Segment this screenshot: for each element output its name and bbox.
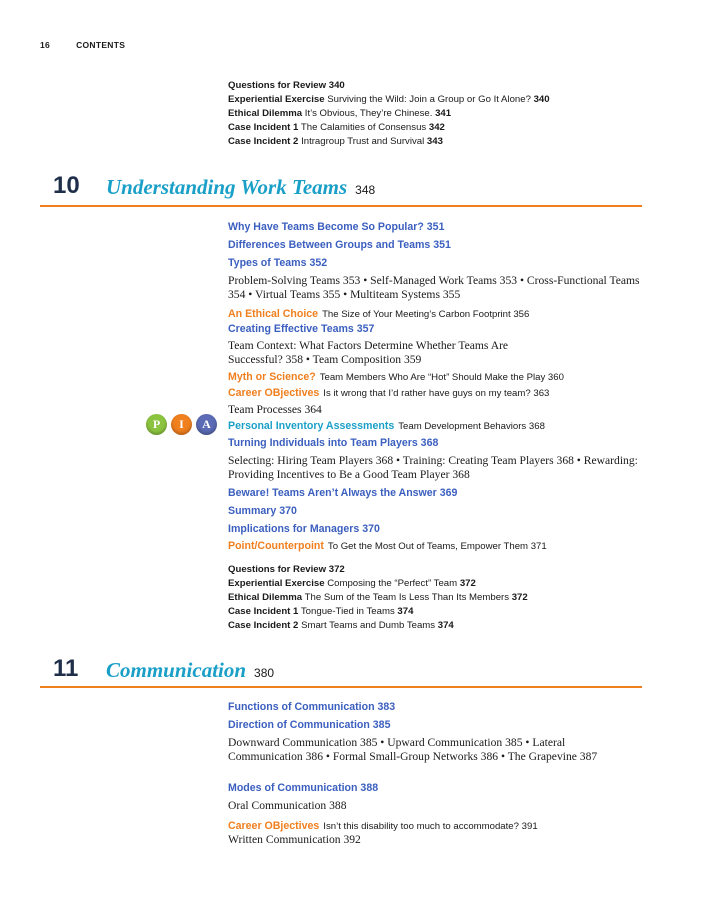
- end-matter-item[interactable]: Questions for Review 372: [228, 564, 345, 575]
- chapter-10-number: 10: [53, 172, 80, 199]
- end-matter-chapter-10: [228, 563, 648, 633]
- toc-subentry-oral: Oral Communication 388: [228, 799, 347, 812]
- end-matter-item[interactable]: Case Incident 2 Intragroup Trust and Survival 343: [228, 136, 443, 147]
- end-matter-item[interactable]: Experiential Exercise Composing the “Perfect” Team 372: [228, 578, 476, 589]
- toc-entry-types-of-teams[interactable]: Types of Teams 352: [228, 257, 328, 269]
- chapter-10-rule: [40, 205, 642, 207]
- toc-entry-differences[interactable]: Differences Between Groups and Teams 351: [228, 239, 451, 251]
- page-number: 16: [40, 40, 51, 50]
- toc-entry-functions[interactable]: Functions of Communication 383: [228, 701, 396, 713]
- pia-badge: [146, 414, 218, 436]
- chapter-11-title: Communication: [106, 658, 247, 682]
- feature-career-objectives[interactable]: Career OBjectives Is it wrong that I’d rather have guys on my team? 363: [228, 387, 550, 399]
- chapter-11-rule: [40, 686, 642, 688]
- end-matter-item[interactable]: Ethical Dilemma The Sum of the Team Is Less Than Its Members 372: [228, 592, 528, 603]
- chapter-11-heading[interactable]: [106, 658, 274, 683]
- pia-p-icon: P: [146, 414, 167, 435]
- chapter-11-number: 11: [53, 655, 79, 682]
- end-matter-item[interactable]: Experiential Exercise Surviving the Wild: Join a Group or Go It Alone? 340: [228, 94, 550, 105]
- feature-point-counterpoint[interactable]: Point/Counterpoint To Get the Most Out of Teams, Empower Them 371: [228, 540, 547, 552]
- end-matter-item[interactable]: Case Incident 1 The Calamities of Consensus 342: [228, 122, 445, 133]
- chapter-10-title: Understanding Work Teams: [106, 175, 348, 199]
- feature-myth-or-science[interactable]: Myth or Science? Team Members Who Are “Hot” Should Make the Play 360: [228, 371, 564, 383]
- end-matter-item[interactable]: Ethical Dilemma It’s Obvious, They’re Chinese. 341: [228, 108, 452, 119]
- toc-subentries-creating: Team Context: What Factors Determine Whether Teams Are Successful? 358 • Team Composition 359: [228, 339, 509, 366]
- chapter-11-page: 380: [254, 666, 275, 680]
- chapter-10-page: 348: [355, 183, 376, 197]
- pia-a-icon: A: [196, 414, 217, 435]
- toc-subentries-types: Problem-Solving Teams 353 • Self-Managed Work Teams 353 • Cross-Functional Teams 354 • Virtual Teams 355 • Multiteam Systems 355: [228, 274, 640, 301]
- running-head: [40, 40, 125, 50]
- running-head-title: CONTENTS: [76, 40, 126, 50]
- toc-subentries-direction: Downward Communication 385 • Upward Communication 385 • Lateral Communication 386 • Formal Small-Group Networks 386 • The Grapevine 387: [228, 736, 598, 763]
- toc-entry-why-teams[interactable]: Why Have Teams Become So Popular? 351: [228, 221, 445, 233]
- feature-personal-inventory[interactable]: Personal Inventory Assessments Team Development Behaviors 368: [228, 420, 545, 432]
- end-matter-chapter-9: [228, 79, 648, 149]
- end-matter-item[interactable]: Questions for Review 340: [228, 80, 345, 91]
- end-matter-item[interactable]: Case Incident 1 Tongue-Tied in Teams 374: [228, 606, 414, 617]
- toc-subentry-team-processes: Team Processes 364: [228, 403, 322, 416]
- toc-entry-summary[interactable]: Summary 370: [228, 505, 297, 517]
- end-matter-item[interactable]: Case Incident 2 Smart Teams and Dumb Teams 374: [228, 620, 454, 631]
- toc-entry-implications[interactable]: Implications for Managers 370: [228, 523, 380, 535]
- pia-i-icon: I: [171, 414, 192, 435]
- toc-subentries-turning: Selecting: Hiring Team Players 368 • Training: Creating Team Players 368 • Rewarding: Providing Incentives to Be a Good Team Player 368: [228, 454, 638, 481]
- toc-entry-creating-effective-teams[interactable]: Creating Effective Teams 357: [228, 323, 375, 335]
- toc-subentry-written: Written Communication 392: [228, 833, 361, 846]
- feature-career-objectives-11[interactable]: Career OBjectives Isn’t this disability too much to accommodate? 391: [228, 820, 538, 832]
- toc-entry-beware[interactable]: Beware! Teams Aren’t Always the Answer 369: [228, 487, 458, 499]
- chapter-10-heading[interactable]: [106, 175, 375, 200]
- feature-ethical-choice[interactable]: An Ethical Choice The Size of Your Meeting’s Carbon Footprint 356: [228, 308, 530, 320]
- toc-entry-modes[interactable]: Modes of Communication 388: [228, 782, 379, 794]
- toc-entry-direction[interactable]: Direction of Communication 385: [228, 719, 391, 731]
- toc-entry-turning-individuals[interactable]: Turning Individuals into Team Players 368: [228, 437, 439, 449]
